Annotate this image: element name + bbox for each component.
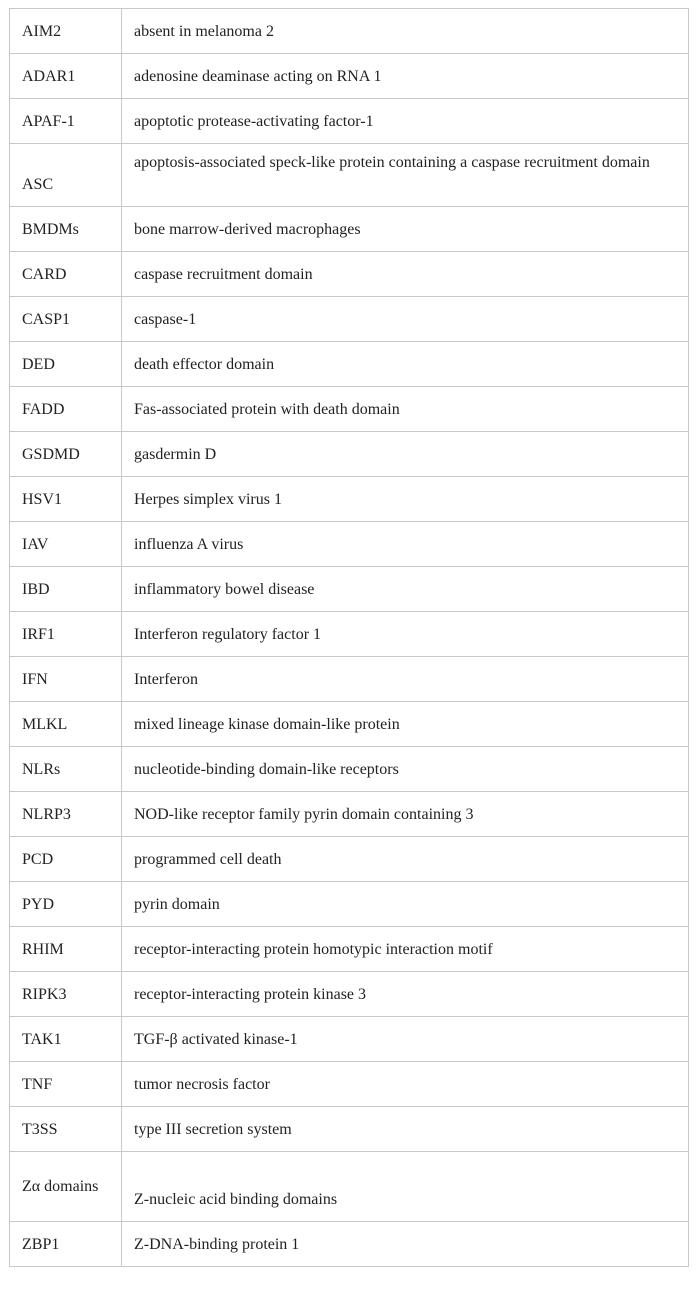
abbreviation-cell: FADD xyxy=(10,387,122,432)
definition-cell: nucleotide-binding domain-like receptors xyxy=(122,747,689,792)
definition-cell: NOD-like receptor family pyrin domain containing 3 xyxy=(122,792,689,837)
table-row xyxy=(10,1222,689,1267)
table-row xyxy=(10,144,689,207)
definition-cell: absent in melanoma 2 xyxy=(122,9,689,54)
definition-cell: death effector domain xyxy=(122,342,689,387)
definition-cell: mixed lineage kinase domain-like protein xyxy=(122,702,689,747)
abbreviation-cell: Zα domains xyxy=(10,1152,122,1222)
abbreviation-cell: PYD xyxy=(10,882,122,927)
table-row xyxy=(10,1062,689,1107)
definition-cell: inflammatory bowel disease xyxy=(122,567,689,612)
abbreviation-cell: GSDMD xyxy=(10,432,122,477)
table-row xyxy=(10,477,689,522)
table-row xyxy=(10,837,689,882)
abbreviation-cell: CASP1 xyxy=(10,297,122,342)
abbreviations-table xyxy=(9,8,689,1267)
definition-cell: TGF-β activated kinase-1 xyxy=(122,1017,689,1062)
table-row xyxy=(10,1152,689,1222)
table-row xyxy=(10,522,689,567)
abbreviation-cell: ZBP1 xyxy=(10,1222,122,1267)
table-row xyxy=(10,207,689,252)
table-row xyxy=(10,252,689,297)
abbreviation-cell: RHIM xyxy=(10,927,122,972)
definition-cell: caspase recruitment domain xyxy=(122,252,689,297)
table-row xyxy=(10,297,689,342)
table-row xyxy=(10,792,689,837)
abbreviation-cell: IAV xyxy=(10,522,122,567)
table-row xyxy=(10,702,689,747)
table-row xyxy=(10,747,689,792)
definition-cell: type III secretion system xyxy=(122,1107,689,1152)
abbreviation-cell: AIM2 xyxy=(10,9,122,54)
abbreviation-cell: PCD xyxy=(10,837,122,882)
definition-cell: influenza A virus xyxy=(122,522,689,567)
table-row xyxy=(10,1017,689,1062)
abbreviation-cell: T3SS xyxy=(10,1107,122,1152)
abbreviation-cell: CARD xyxy=(10,252,122,297)
table-row xyxy=(10,927,689,972)
abbreviation-cell: IRF1 xyxy=(10,612,122,657)
definition-cell: receptor-interacting protein kinase 3 xyxy=(122,972,689,1017)
definition-cell: apoptotic protease-activating factor-1 xyxy=(122,99,689,144)
definition-cell: Fas-associated protein with death domain xyxy=(122,387,689,432)
definition-cell: bone marrow-derived macrophages xyxy=(122,207,689,252)
definition-cell: Interferon xyxy=(122,657,689,702)
definition-cell: caspase-1 xyxy=(122,297,689,342)
abbreviation-cell: IBD xyxy=(10,567,122,612)
abbreviation-cell: TAK1 xyxy=(10,1017,122,1062)
definition-cell: pyrin domain xyxy=(122,882,689,927)
table-row xyxy=(10,612,689,657)
table-row xyxy=(10,99,689,144)
abbreviation-cell: RIPK3 xyxy=(10,972,122,1017)
definition-cell: tumor necrosis factor xyxy=(122,1062,689,1107)
abbreviation-cell: APAF-1 xyxy=(10,99,122,144)
abbreviation-cell: DED xyxy=(10,342,122,387)
table-row xyxy=(10,9,689,54)
abbreviation-cell: NLRP3 xyxy=(10,792,122,837)
definition-cell: Herpes simplex virus 1 xyxy=(122,477,689,522)
table-row xyxy=(10,657,689,702)
table-row xyxy=(10,972,689,1017)
table-row xyxy=(10,882,689,927)
table-row xyxy=(10,342,689,387)
abbreviation-cell: MLKL xyxy=(10,702,122,747)
table-row xyxy=(10,1107,689,1152)
abbreviation-cell: NLRs xyxy=(10,747,122,792)
table-row xyxy=(10,567,689,612)
definition-cell: Z-DNA-binding protein 1 xyxy=(122,1222,689,1267)
definition-cell: gasdermin D xyxy=(122,432,689,477)
definition-cell: apoptosis-associated speck-like protein containing a caspase recruitment domain xyxy=(122,144,689,207)
definition-cell: programmed cell death xyxy=(122,837,689,882)
abbreviation-cell: HSV1 xyxy=(10,477,122,522)
definition-cell: receptor-interacting protein homotypic interaction motif xyxy=(122,927,689,972)
definition-cell: Z-nucleic acid binding domains xyxy=(122,1152,689,1222)
abbreviation-cell: BMDMs xyxy=(10,207,122,252)
definition-cell: adenosine deaminase acting on RNA 1 xyxy=(122,54,689,99)
abbreviation-cell: ADAR1 xyxy=(10,54,122,99)
table-row xyxy=(10,387,689,432)
abbreviation-cell: ASC xyxy=(10,144,122,207)
abbreviation-cell: TNF xyxy=(10,1062,122,1107)
table-row xyxy=(10,54,689,99)
abbreviation-cell: IFN xyxy=(10,657,122,702)
table-row xyxy=(10,432,689,477)
definition-cell: Interferon regulatory factor 1 xyxy=(122,612,689,657)
